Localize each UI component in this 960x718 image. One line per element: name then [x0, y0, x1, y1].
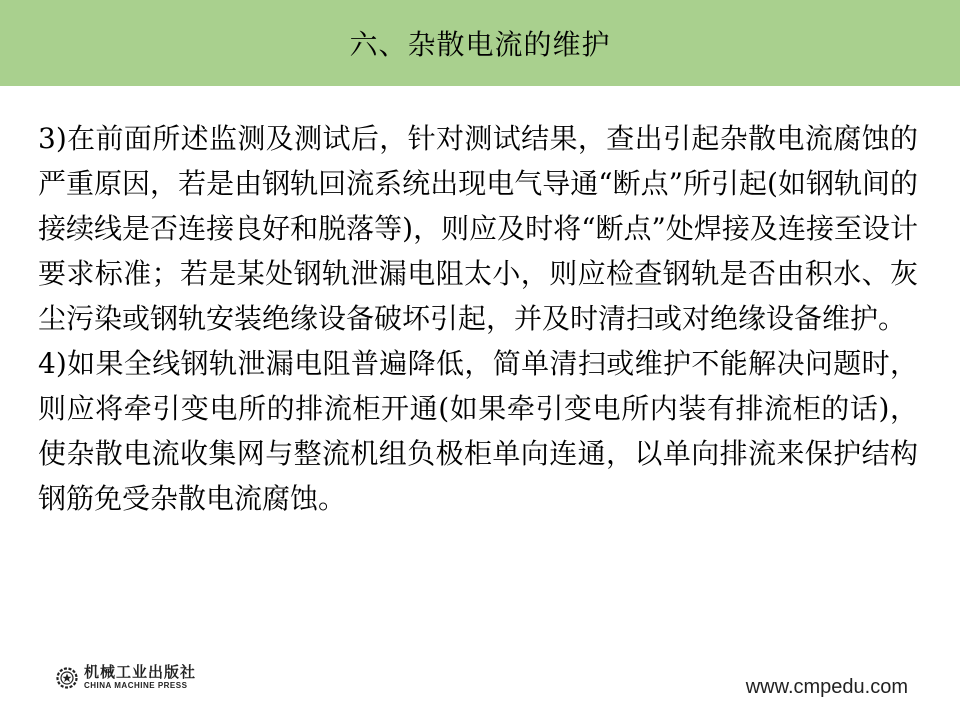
gear-star-icon — [56, 667, 78, 689]
slide-content — [38, 116, 918, 521]
slide-title: 六、杂散电流的维护 — [349, 28, 611, 61]
title-bar — [0, 0, 960, 86]
publisher-name-en: CHINA MACHINE PRESS — [84, 681, 188, 690]
website-url: www.cmpedu.com — [745, 676, 908, 698]
publisher-logo — [56, 664, 196, 691]
paragraph-4: 4)如果全线钢轨泄漏电阻普遍降低，简单清扫或维护不能解决问题时，则应将牵引变电所的排流柜开通(如果牵引变电所内装有排流柜的话)，使杂散电流收集网与整流机组负极柜单向连通，以单向排流来保护结构钢筋免受杂散电流腐蚀。 — [38, 347, 918, 515]
paragraph-3: 3)在前面所述监测及测试后，针对测试结果，查出引起杂散电流腐蚀的严重原因，若是由钢轨回流系统出现电气导通“断点”所引起(如钢轨间的接续线是否连接良好和脱落等)，则应及时将“断点”处焊接及连接至设计要求标准；若是某处钢轨泄漏电阻太小，则应检查钢轨是否由积水、灰尘污染或钢轨安装绝缘设备破坏引起，并及时清扫或对绝缘设备维护。 — [38, 122, 918, 335]
publisher-name-cn: 机械工业出版社 — [84, 663, 197, 681]
